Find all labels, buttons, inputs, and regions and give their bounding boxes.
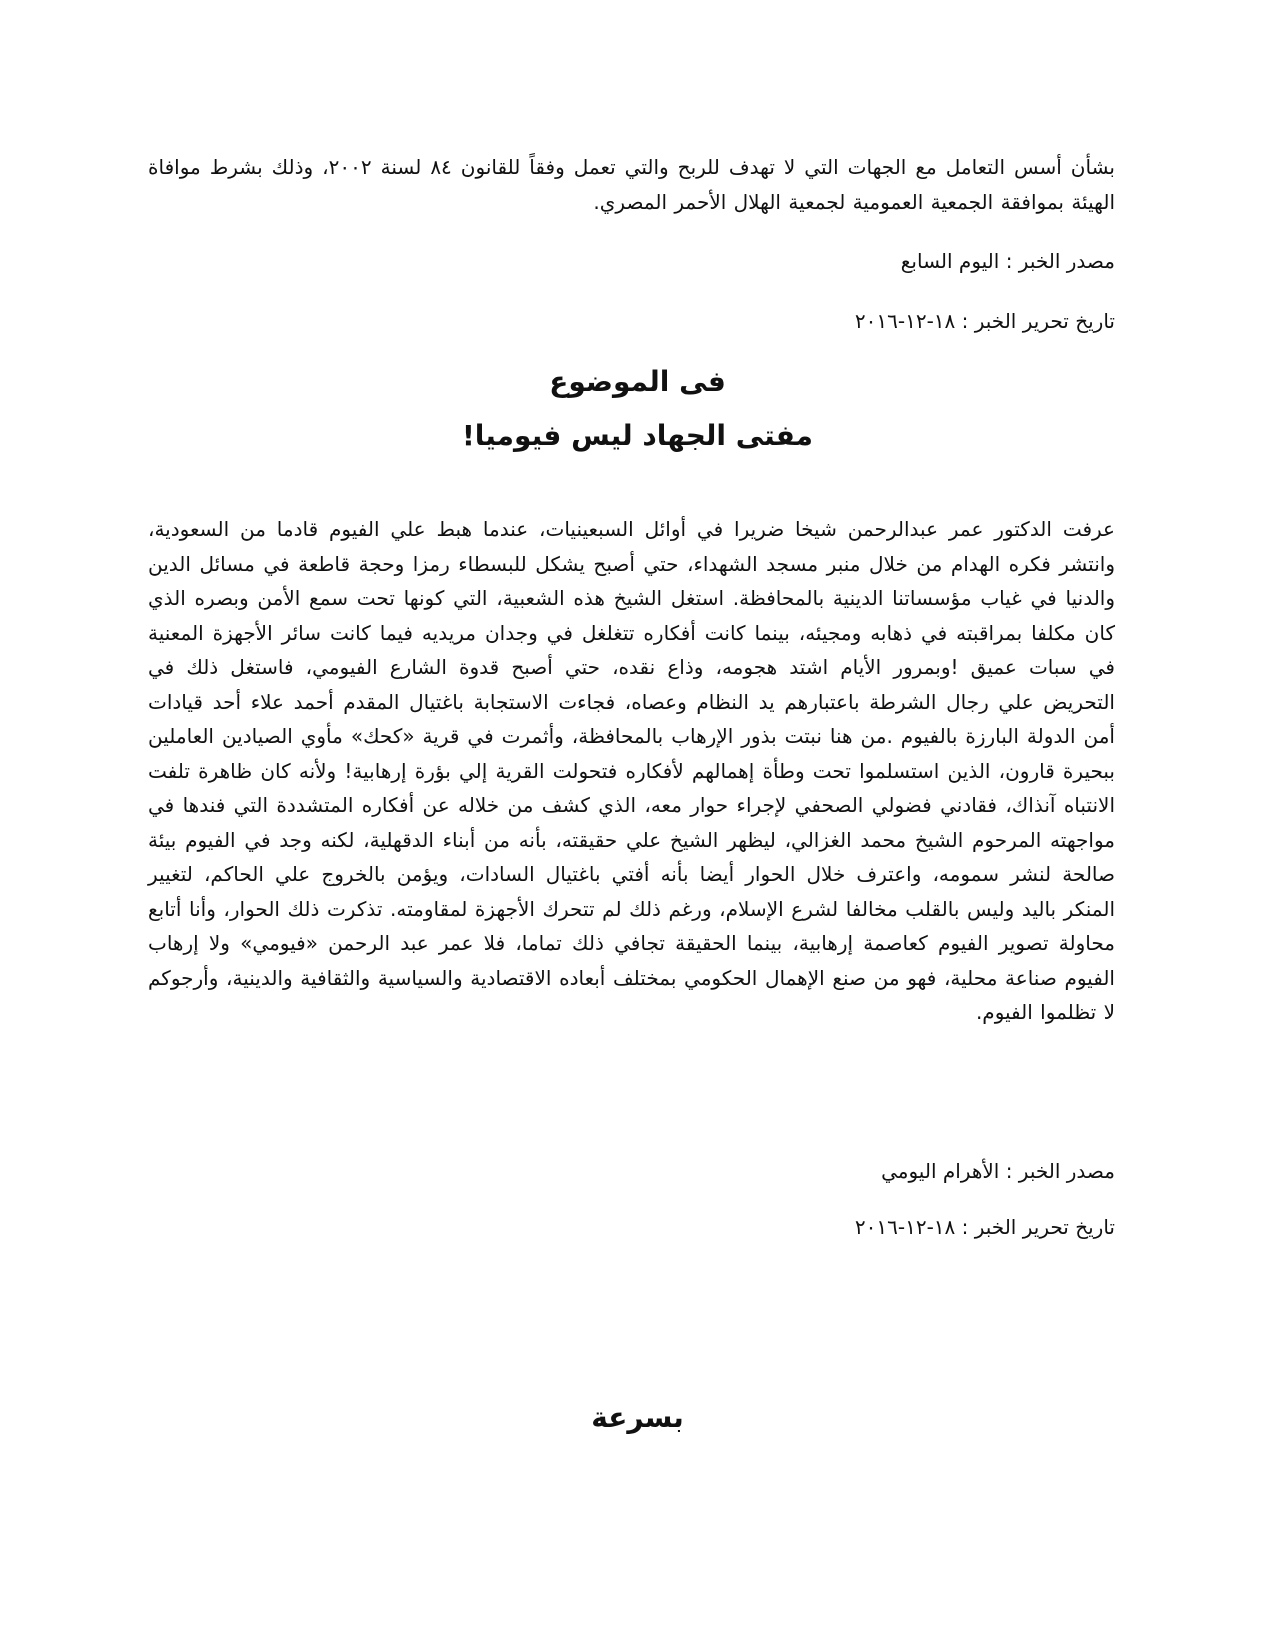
intro-date-line: تاريخ تحرير الخبر : ١٨-١٢-٢٠١٦ <box>854 309 1115 333</box>
section-title: فى الموضوع <box>549 365 726 398</box>
article-date-line: تاريخ تحرير الخبر : ١٨-١٢-٢٠١٦ <box>854 1215 1115 1239</box>
intro-source-line: مصدر الخبر : اليوم السابع <box>900 249 1115 273</box>
article-headline: مفتى الجهاد ليس فيوميا! <box>461 419 814 452</box>
article-body: عرفت الدكتور عمر عبدالرحمن شيخا ضريرا في أوائل السبعينيات، عندما هبط علي الفيوم قادما من السعودية، وانتشر فكره الهدام من خلال منبر مسجد الشهداء، حتي أصبح يشكل للبسطاء رمزا وحجة قاطعة في مسائل الدين والدنيا في غياب مؤسساتنا الدينية بالمحافظة. استغل الشيخ هذه الشعبية، التي كونها تحت سمع الأمن وبصره الذي كان مكلفا بمراقبته في ذهابه ومجيئه، بينما كانت أفكاره تتغلغل في وجدان مريديه فيما كانت سائر الأجهزة المعنية في سبات عميق !وبمرور الأيام اشتد هجومه، وذاع نقده، حتي أصبح قدوة الشارع الفيومي، فاستغل ذلك في التحريض علي رجال الشرطة باعتبارهم يد النظام وعصاه، فجاءت الاستجابة باغتيال المقدم أحمد علاء أحد قيادات أمن الدولة البارزة بالفيوم .من هنا نبتت بذور الإرهاب بالمحافظة، وأثمرت في قرية «كحك» مأوي الصيادين العاملين ببحيرة قارون، الذين استسلموا تحت وطأة إهمالهم لأفكاره فتحولت القرية إلي بؤرة إرهابية! ولأنه كان ظاهرة تلفت الانتباه آنذاك، فقادني فضولي الصحفي لإجراء حوار معه، الذي كشف من خلاله عن أفكاره المتشددة التي فندها في مواجهته المرحوم الشيخ محمد الغزالي، ليظهر الشيخ علي حقيقته، بأنه من أبناء الدقهلية، لكنه وجد في الفيوم بيئة صالحة لنشر سمومه، واعترف خلال الحوار أيضا بأنه أفتي باغتيال السادات، ويؤمن بالخروج علي الحاكم، لتغيير المنكر باليد وليس بالقلب مخالفا لشرع الإسلام، ورغم ذلك لم تتحرك الأجهزة لمقاومته. تذكرت ذلك الحوار، وأنا أتابع محاولة تصوير الفيوم كعاصمة إرهابية، بينما الحقيقة تجافي ذلك تماما، فلا عمر عبد الرحمن «فيومي» ولا إرهاب الفيوم صناعة محلية، فهو من صنع الإهمال الحكومي بمختلف أبعاده الاقتصادية والسياسية والثقافية والدينية، وأرجوكم لا تظلموا الفيوم. <box>148 517 1115 1024</box>
article-source-line: مصدر الخبر : الأهرام اليومي <box>881 1159 1115 1183</box>
intro-paragraph: بشأن أسس التعامل مع الجهات التي لا تهدف للربح والتي تعمل وفقاً للقانون ٨٤ لسنة ٢٠٠٢، وذلك بشرط موافاة الهيئة بموافقة الجمعية العمومية لجمعية الهلال الأحمر المصري. <box>148 155 1115 214</box>
next-section-title: بسرعة <box>591 1401 684 1434</box>
